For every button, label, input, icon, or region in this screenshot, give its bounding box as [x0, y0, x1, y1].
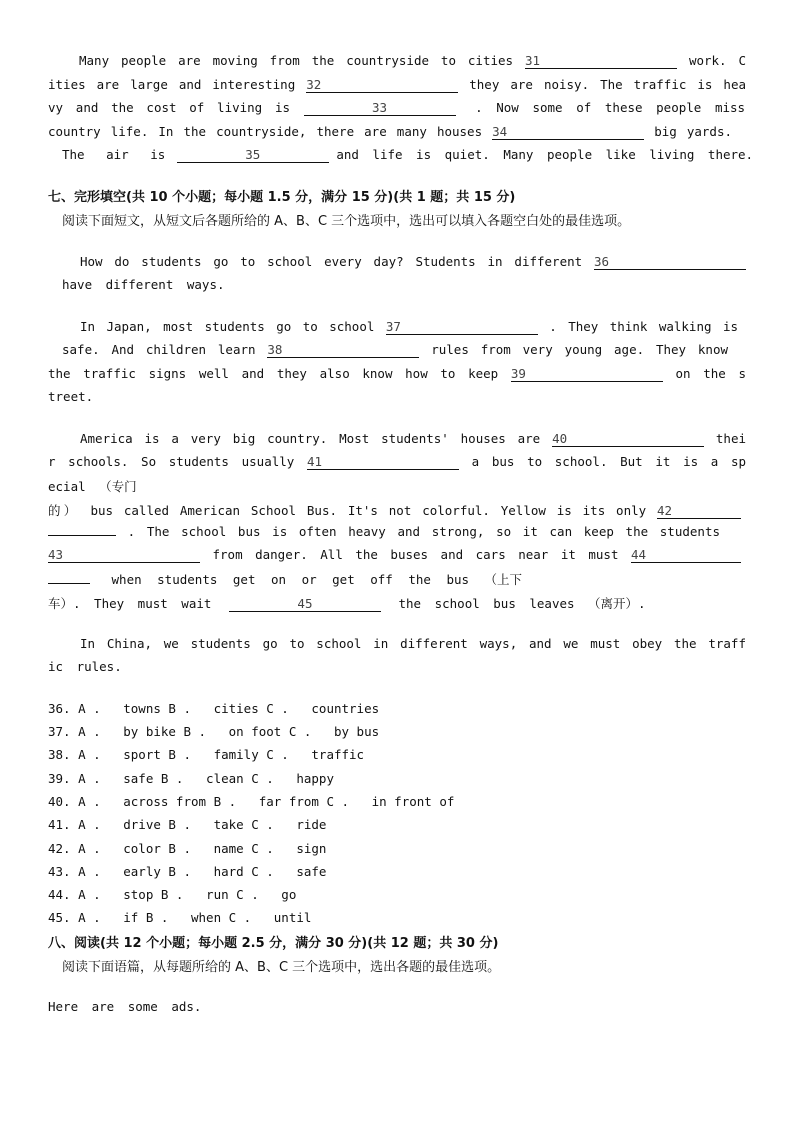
blank-40: 40	[552, 431, 704, 447]
blank-41: 41	[307, 454, 459, 470]
blank-31: 31	[525, 53, 677, 69]
p1-line2-text: ities are large and interesting	[48, 77, 296, 92]
p1-line4-tail: big yards.	[654, 124, 732, 139]
option-45: 45. A . if B . when C . until	[48, 910, 312, 925]
p1-line5-text: The air is	[62, 147, 166, 162]
cloze-p3-line5-text: . The school bus is often heavy and strong, so it can keep the students	[127, 524, 720, 539]
p1-line3-tail: . Now some of these people miss	[475, 100, 746, 115]
blank-32: 32	[306, 77, 458, 93]
cloze-p4-line2: ic rules.	[48, 659, 122, 674]
cloze-p3-line2	[48, 454, 746, 470]
cloze-p3-line6	[48, 547, 741, 563]
cloze-p3-line1-tail: thei	[715, 431, 747, 446]
cloze-p2-line3-tail: on the s	[675, 366, 747, 381]
cloze-p3-line2-text: r schools. So students usually	[48, 454, 295, 469]
p1-line2-tail: they are noisy. The traffic is hea	[469, 77, 747, 92]
p1-line1-tail: work. C	[688, 53, 747, 68]
section8-title: 八、阅读(共 12 个小题；每小题 2.5 分，满分 30 分)(共 12 题；共 30 分)	[48, 936, 499, 951]
cloze-p3-line8-text: 车）. They must wait	[48, 596, 212, 611]
blank-42-continued	[48, 535, 116, 536]
cloze-p1-text: How do students go to school every day? Students in different	[80, 254, 583, 269]
blank-39: 39	[511, 366, 663, 382]
cloze-p3-line4	[48, 501, 741, 519]
cloze-p2-line3	[48, 366, 746, 382]
option-42: 42. A . color B . name C . sign	[48, 841, 327, 856]
blank-37: 37	[386, 319, 538, 335]
cloze-p3-line8	[48, 594, 746, 612]
blank-34: 34	[492, 124, 644, 140]
cloze-p1-line2: have different ways.	[62, 277, 225, 292]
option-39: 39. A . safe B . clean C . happy	[48, 771, 334, 786]
blank-43: 43	[48, 547, 200, 563]
cloze-p2-line3-text: the traffic signs well and they also know how to keep	[48, 366, 499, 381]
option-38: 38. A . sport B . family C . traffic	[48, 747, 365, 762]
blank-38: 38	[267, 342, 419, 358]
p1-line3	[48, 100, 746, 116]
blank-36: 36	[594, 254, 746, 270]
p1-line4-text: country life. In the countryside, there are many houses	[48, 124, 483, 139]
cloze-p2-line1	[80, 319, 738, 335]
option-40: 40. A . across from B . far from C . in front of	[48, 794, 455, 809]
option-44: 44. A . stop B . run C . go	[48, 887, 297, 902]
section8-instructions: 阅读下面语篇，从每题所给的 A、B、C 三个选项中，选出各题的最佳选项。	[62, 960, 501, 975]
section7-title: 七、完形填空(共 10 个小题；每小题 1.5 分，满分 15 分)(共 1 题；共 15 分)	[48, 190, 516, 205]
cloze-p3-line6-text: from danger. All the buses and cars near it must	[212, 547, 619, 562]
cloze-p2-line2-text: safe. And children learn	[62, 342, 256, 357]
cloze-p3-line1	[80, 431, 746, 447]
cloze-p3-line1-text: America is a very big country. Most students' houses are	[80, 431, 541, 446]
cloze-p3-line8-tail: the school bus leaves （离开）.	[398, 596, 646, 611]
cloze-p1-line1	[80, 254, 746, 270]
p1-line4	[48, 124, 732, 140]
option-41: 41. A . drive B . take C . ride	[48, 817, 327, 832]
cloze-p3-line3: ecial （专门	[48, 479, 137, 494]
cloze-p2-line2-tail: rules from very young age. They know	[431, 342, 728, 357]
section7-instructions: 阅读下面短文，从短文后各题所给的 A、B、C 三个选项中，选出可以填入各题空白处的最佳选项。	[62, 214, 631, 229]
blank-33: 33	[304, 100, 456, 116]
ads-intro: Here are some ads.	[48, 999, 202, 1014]
option-36: 36. A . towns B . cities C . countries	[48, 701, 380, 716]
blank-44-continued	[48, 583, 90, 584]
p1-line1	[48, 53, 746, 69]
cloze-p2-line4: treet.	[48, 389, 94, 404]
cloze-p2-line2	[62, 342, 728, 358]
cloze-p3-line2-tail: a bus to school. But it is a sp	[471, 454, 747, 469]
p1-line3-text: vy and the cost of living is	[48, 100, 290, 115]
cloze-p2-line1-text: In Japan, most students go to school	[80, 319, 375, 334]
cloze-p3-line4-text: 的） bus called American School Bus. It's not colorful. Yellow is its only	[48, 503, 647, 518]
blank-44: 44	[631, 547, 741, 563]
option-43: 43. A . early B . hard C . safe	[48, 864, 327, 879]
cloze-p4-line1: In China, we students go to school in different ways, and we must obey the traff	[80, 636, 746, 651]
option-37: 37. A . by bike B . on foot C . by bus	[48, 724, 380, 739]
cloze-p3-line7-text: when students get on or get off the bus （上下	[111, 572, 523, 587]
p1-line5	[62, 147, 754, 163]
blank-35: 35	[177, 147, 329, 163]
p1-line1-text: Many people are moving from the countryside to cities	[79, 53, 514, 68]
cloze-p3-line7	[48, 570, 746, 588]
cloze-p2-line1-tail: . They think walking is	[549, 319, 738, 334]
p1-line5-tail: and life is quiet. Many people like living there.	[336, 147, 754, 162]
blank-42: 42	[657, 503, 741, 519]
blank-45: 45	[229, 596, 381, 612]
p1-line2	[48, 77, 746, 93]
cloze-p3-line5	[48, 524, 720, 539]
